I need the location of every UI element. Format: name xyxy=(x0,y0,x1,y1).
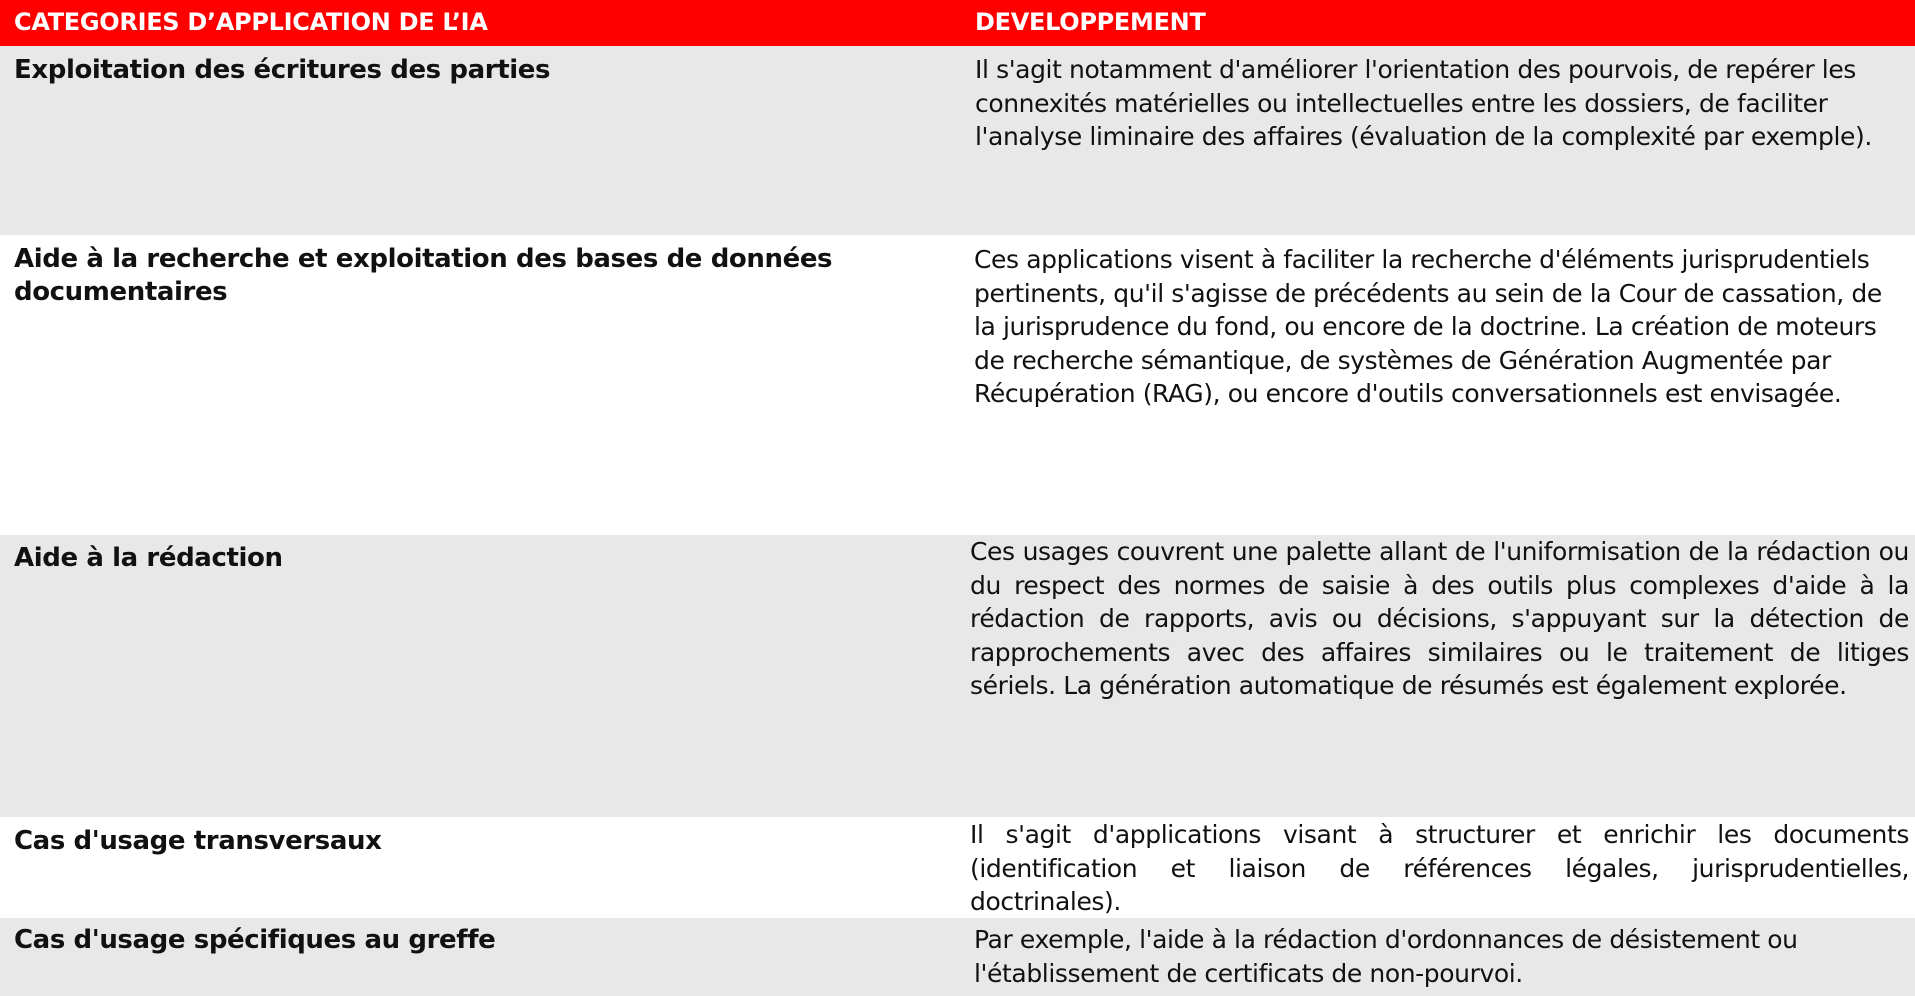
table-header xyxy=(0,0,1915,46)
row-development: Par exemple, l'aide à la rédaction d'ordonnances de désistement ou l'établissement de certificats de non-pourvoi. xyxy=(974,925,1798,988)
row-development: Ces applications visent à faciliter la recherche d'éléments jurisprudentiels pertinents, qu'il s'agisse de précédents au sein de la Cour de cassation, de la jurisprudence du fond, ou encore de la doctrine. La création de moteurs de recherche sémantique, de systèmes de Génération Augmentée par Récupération (RAG), ou encore d'outils conversationnels est envisagée. xyxy=(974,245,1882,409)
row-development: Il s'agit d'applications visant à structurer et enrichir les documents (identification et liaison de références légales, jurisprudentielles, doctrinales). xyxy=(970,820,1909,917)
row-category: Aide à la recherche et exploitation des bases de données documentaires xyxy=(14,244,833,307)
row-development: Ces usages couvrent une palette allant de l'uniformisation de la rédaction ou du respect des normes de saisie à des outils plus complexes d'aide à la rédaction de rapports, avis ou décisions, s'appuyant sur la détection de rapprochements avec des affaires similaires ou le traitement de litiges sériels. La génération automatique de résumés est également explorée. xyxy=(970,537,1909,701)
row-category: Aide à la rédaction xyxy=(14,543,283,573)
header-developpement: DEVELOPPEMENT xyxy=(975,8,1206,36)
row-development: Il s'agit notamment d'améliorer l'orientation des pourvois, de repérer les connexités matérielles ou intellectuelles entre les dossiers, de faciliter l'analyse liminaire des affaires (évaluation de la complexité par exemple). xyxy=(975,55,1872,152)
table-row xyxy=(0,918,1915,996)
table-row xyxy=(0,535,1915,817)
table-row xyxy=(0,46,1915,235)
row-category: Exploitation des écritures des parties xyxy=(14,55,551,85)
row-category: Cas d'usage spécifiques au greffe xyxy=(14,925,496,955)
header-categories: CATEGORIES D’APPLICATION DE L’IA xyxy=(14,8,488,36)
row-category: Cas d'usage transversaux xyxy=(14,826,382,856)
table-row xyxy=(0,235,1915,535)
table-row xyxy=(0,817,1915,918)
